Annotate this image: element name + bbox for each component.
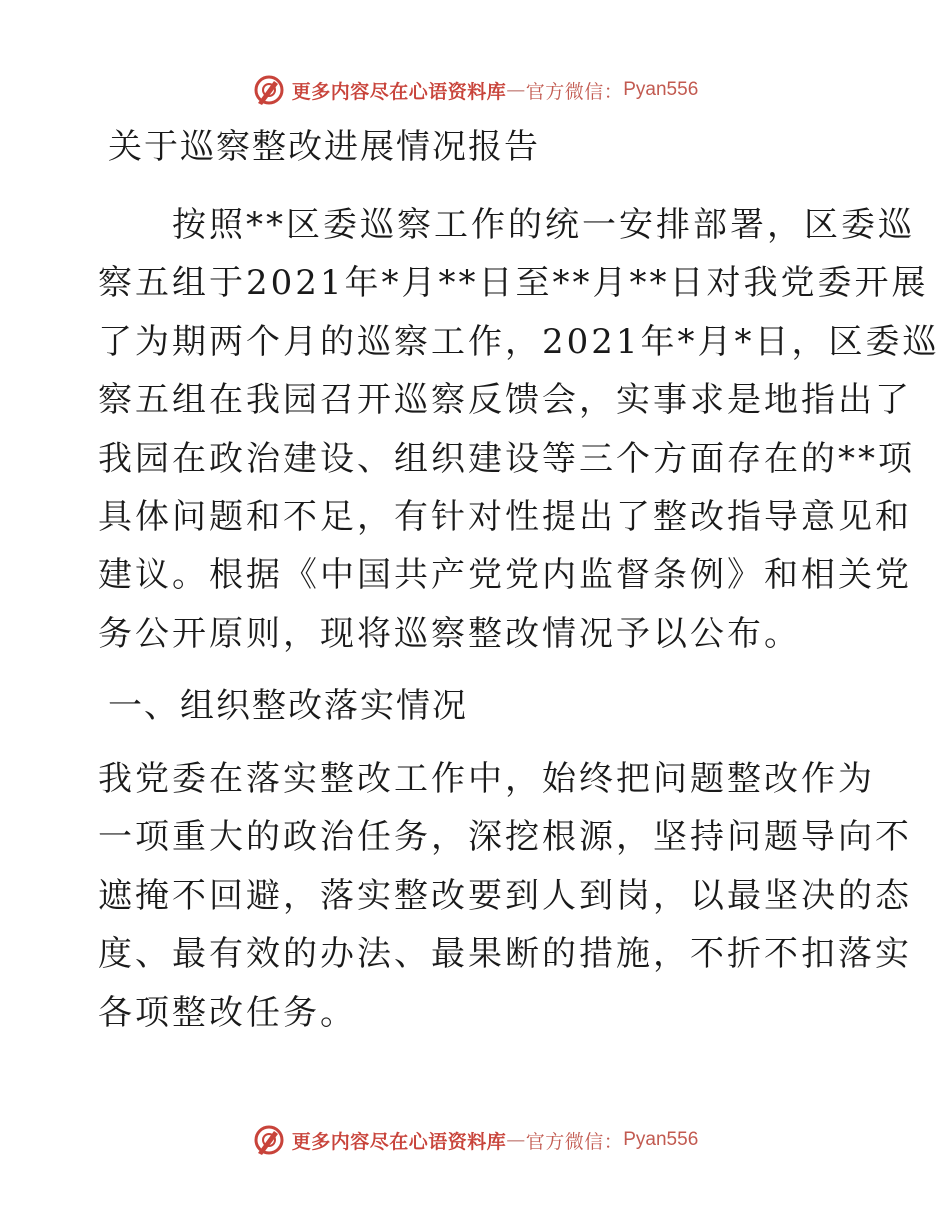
header-banner [0, 70, 950, 110]
paragraph-1-line: 按照**区委巡察工作的统一安排部署，区委巡 [98, 205, 915, 245]
paragraph-2-line: 我党委在落实整改工作中，始终把问题整改作为 [98, 759, 875, 799]
paragraph-2-line: 各项整改任务。 [98, 992, 357, 1033]
paragraph-2-line: 一项重大的政治任务，深挖根源，坚持问题导向不 [98, 817, 912, 858]
document-title: 关于巡察整改进展情况报告 [108, 127, 540, 167]
paragraph-1-line: 了为期两个月的巡察工作，2021年*月*日，区委巡 [98, 321, 940, 362]
header-separator: — [506, 79, 526, 101]
paragraph-1-line: 察五组在我园召开巡察反馈会，实事求是地指出了 [98, 380, 912, 421]
footer-wechat-account: Pyan556 [623, 1129, 699, 1150]
paragraph-1-line: 察五组于2021年*月**日至**月**日对我党委开展 [98, 263, 929, 304]
quill-logo-icon [252, 1123, 286, 1157]
paragraph-1-line: 建议。根据《中国共产党党内监督条例》和相关党 [98, 555, 912, 596]
paragraph-1-line: 我园在政治建设、组织建设等三个方面存在的**项 [98, 438, 915, 479]
header-wechat-account: Pyan556 [623, 79, 699, 100]
paragraph-2 [98, 750, 912, 1042]
footer-banner [0, 1120, 950, 1160]
footer-promo-text: 更多内容尽在心语资料库 [291, 1130, 507, 1153]
paragraph-1-line: 务公开原则，现将巡察整改情况予以公布。 [98, 613, 801, 654]
quill-logo-icon [252, 73, 286, 107]
paragraph-2-line: 度、最有效的办法、最果断的措施，不折不扣落实 [98, 934, 912, 975]
paragraph-1 [98, 196, 940, 663]
footer-separator: — [506, 1129, 526, 1151]
footer-wechat-label: 官方微信： [525, 1130, 624, 1153]
section-1-heading: 一、组织整改落实情况 [108, 686, 468, 726]
header-promo-text: 更多内容尽在心语资料库 [291, 80, 507, 103]
paragraph-1-line: 具体问题和不足，有针对性提出了整改指导意见和 [98, 497, 912, 538]
header-wechat-label: 官方微信： [525, 80, 624, 103]
paragraph-2-line: 遮掩不回避，落实整改要到人到岗，以最坚决的态 [98, 875, 912, 916]
